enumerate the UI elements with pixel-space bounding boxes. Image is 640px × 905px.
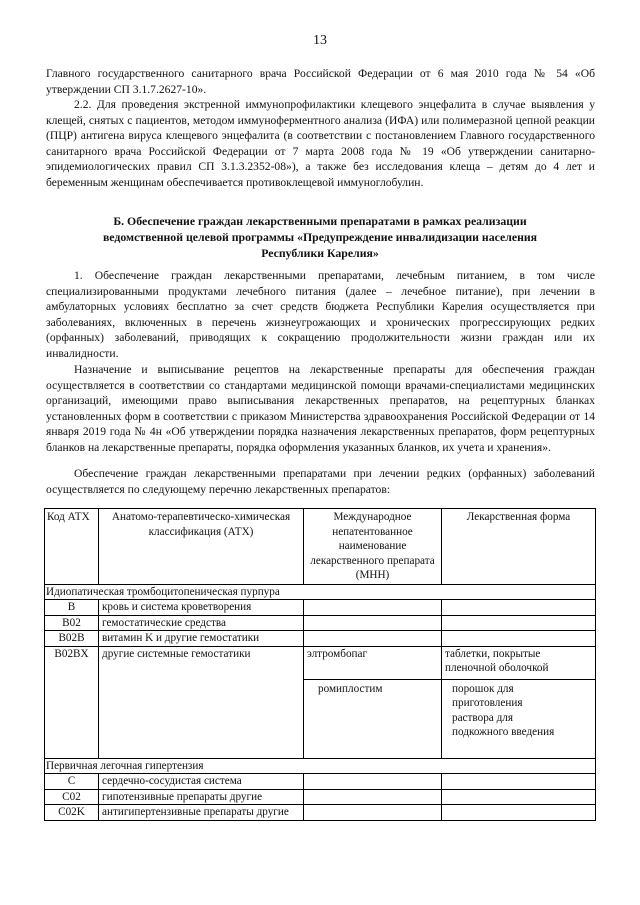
table-row xyxy=(45,646,596,679)
form-cell xyxy=(442,600,596,616)
group-row xyxy=(45,584,596,600)
section-heading xyxy=(60,213,580,261)
inn-cell: ромиплостим xyxy=(304,679,442,758)
inn-cell: элтромбопаг xyxy=(304,646,442,679)
group-title: Первичная легочная гипертензия xyxy=(45,758,596,774)
form-cell xyxy=(442,631,596,647)
atc-name: гемостатические средства xyxy=(99,615,304,631)
intro-paragraph: Главного государственного санитарного врача Российской Федерации от 6 мая 2010 года № 54 «Об утверждении СП 3.1.7.2627-10». xyxy=(46,67,595,96)
table-row xyxy=(45,615,596,631)
inn-cell xyxy=(304,631,442,647)
form-cell: таблетки, покрытые пленочной оболочкой xyxy=(442,646,596,679)
form-cell xyxy=(442,789,596,805)
form-cell: порошок для приготовления раствора для подкожного введения xyxy=(442,679,596,758)
header-atc: Анатомо-терапевтическо-химическая классификация (АТХ) xyxy=(99,509,304,585)
section-heading-line-2: ведомственной целевой программы «Предупреждение инвалидизации населения xyxy=(102,230,538,244)
inn-cell xyxy=(304,774,442,790)
atc-name: витамин K и другие гемостатики xyxy=(99,631,304,647)
inn-cell xyxy=(304,805,442,821)
atc-name: гипотензивные препараты другие xyxy=(99,789,304,805)
paragraph-2-2: 2.2. Для проведения экстренной иммунопрофилактики клещевого энцефалита в случае выявления у клещей, снятых с пациентов, методом иммуноферментного анализа (ИФА) или полимеразной цепной реакции (ПЦР) антигена вируса клещевого энцефалита (в соответствии с постановлением Главного государственного санитарного врача Российской Федерации от 7 марта 2008 года № 19 «Об утверждении санитарно-эпидемиологических правил СП 3.1.3.2352-08»), а также без исследования клеща – детям до 4 лет и беременным женщинам обеспечивается противоклещевой иммуноглобулин. xyxy=(46,98,595,189)
atc-name: другие системные гемостатики xyxy=(99,646,304,758)
atc-code: B xyxy=(45,600,99,616)
form-cell xyxy=(442,615,596,631)
group-title: Идиопатическая тромбоцитопеническая пурпура xyxy=(45,584,596,600)
paragraph-orphan: Обеспечение граждан лекарственными препаратами при лечении редких (орфанных) заболеваний осуществляется по следующему перечню лекарственных препаратов: xyxy=(46,467,595,496)
table-row xyxy=(45,805,596,821)
atc-name: кровь и система кроветворения xyxy=(99,600,304,616)
table-row xyxy=(45,774,596,790)
table-row xyxy=(45,789,596,805)
atc-code: C02 xyxy=(45,789,99,805)
section-heading-line-1: Б. Обеспечение граждан лекарственными препаратами в рамках реализации xyxy=(113,214,527,228)
paragraph-1: 1. Обеспечение граждан лекарственными препаратами, лечебным питанием, в том числе специализированными продуктами лечебного питания (далее – лечебное питание), при лечении в амбулаторных условиях бесплатно за счет средств бюджета Республики Карелия осуществляется при заболеваниях, включенных в перечень жизнеугрожающих и хронических прогрессирующих редких (орфанных) заболеваний, приводящих к сокращению продолжительности жизни граждан или их инвалидности. xyxy=(46,269,595,360)
atc-name: сердечно-сосудистая система xyxy=(99,774,304,790)
table-row xyxy=(45,600,596,616)
table-header-row xyxy=(45,509,596,585)
page-number: 13 xyxy=(313,33,327,48)
header-form: Лекарственная форма xyxy=(442,509,596,585)
inn-cell xyxy=(304,789,442,805)
atc-code: C02K xyxy=(45,805,99,821)
header-inn: Международное непатентованное наименование лекарственного препарата (МНН) xyxy=(304,509,442,585)
atc-code: C xyxy=(45,774,99,790)
inn-cell xyxy=(304,615,442,631)
section-heading-line-3: Республики Карелия» xyxy=(261,246,379,260)
paragraph-prescription: Назначение и выписывание рецептов на лекарственные препараты для обеспечения граждан осуществляется в соответствии со стандартами медицинской помощи врачами-специалистами медицинских организаций, имеющими право выписывания лекарственных препаратов, на рецептурных бланках установленных форм в соответствии с приказом Министерства здравоохранения Российской Федерации от 14 января 2019 года № 4н «Об утверждении порядка назначения лекарственных препаратов, форм рецептурных бланков на лекарственные препараты, порядка оформления указанных бланков, их учета и хранения». xyxy=(46,363,595,454)
form-cell xyxy=(442,805,596,821)
table-row xyxy=(45,631,596,647)
atc-name: антигипертензивные препараты другие xyxy=(99,805,304,821)
form-cell xyxy=(442,774,596,790)
atc-code: B02 xyxy=(45,615,99,631)
drug-table xyxy=(44,508,596,821)
group-row xyxy=(45,758,596,774)
atc-code: B02B xyxy=(45,631,99,647)
atc-code: B02BX xyxy=(45,646,99,758)
header-code: Код АТХ xyxy=(45,509,99,585)
inn-cell xyxy=(304,600,442,616)
